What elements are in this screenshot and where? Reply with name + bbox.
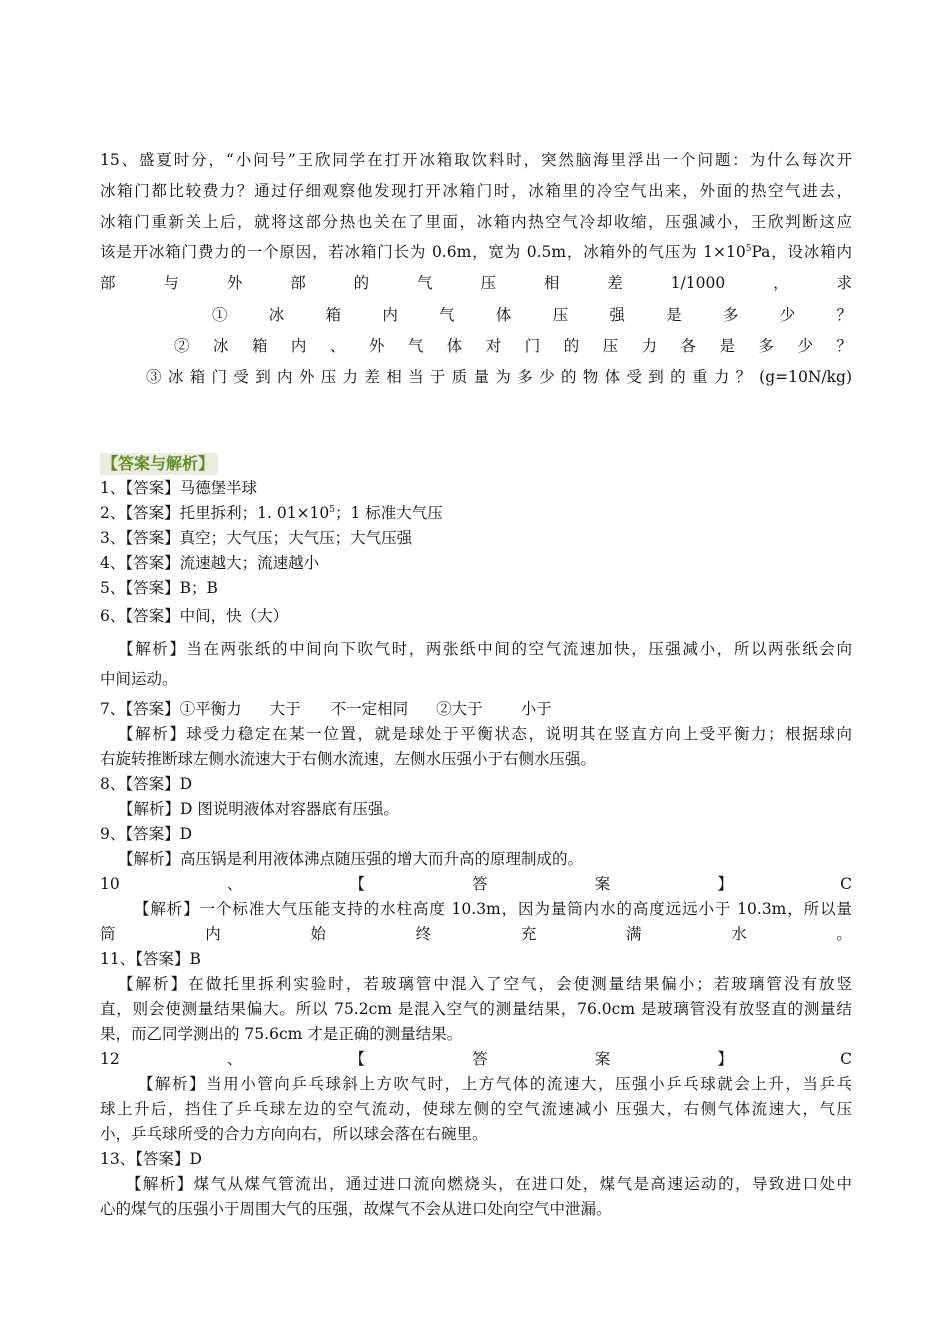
explanation-11-line-1: 【解析】在做托里拆利实验时，若玻璃管中混入了空气，会使测量结果偏小；若玻璃管没有放竖 [118,975,852,993]
answer-2 [100,503,852,523]
answer-7-part: 大于 [269,700,301,718]
answer-12 [100,1049,852,1069]
explanation-9: 【解析】高压锅是利用液体沸点随压强的增大而升高的原理制成的。 [118,850,584,868]
word: 案 [594,875,611,893]
word: 求 [836,274,852,292]
answer-11: 11、【答案】B [100,950,201,968]
explanation-10-line-1: 【解析】一个标准大气压能支持的水柱高度 10.3m，因为量筒内水的高度远远小于 10.3m，所以量 [134,900,852,918]
word: 差 [607,274,623,292]
word: 筒 [100,925,116,943]
word: C [840,875,852,893]
answer-7-part: 不一定相同 [330,700,409,718]
word: 压 [480,274,496,292]
word: 与 [163,274,179,292]
explanation-8: 【解析】D 图说明液体对容器底有压强。 [118,800,399,818]
word: 【 [349,1050,366,1068]
word: 满 [626,925,642,943]
answer-2-tail: ；1 标准大气压 [335,504,443,522]
answer-1: 1、【答案】马德堡半球 [100,479,258,497]
word: 】 [717,875,733,893]
explanation-12-line-2: 球上升后，挡住了乒乓球左边的空气流动，使球左侧的空气流速减小 压强大，右侧气体流速大，气压 [100,1100,852,1118]
word: 部 [100,274,116,292]
sub-question-1: ①冰箱内气体压强是多少？ [212,306,852,324]
word: 12 [100,1050,120,1068]
question-line-4 [100,242,852,262]
question-line-4-tail: Pa，设冰箱内 [751,243,852,261]
answer-5: 5、【答案】B；B [100,579,218,597]
word: 气 [417,274,433,292]
answer-7-part: ②大于 [436,700,483,718]
question-line-3: 冰箱门重新关上后，就将这部分热也关在了里面，冰箱内热空气冷却收缩，压强减小，王欣判断这应 [100,213,852,231]
answer-4: 4、【答案】流速越大；流速越小 [100,554,320,572]
word: 、 [226,1050,243,1068]
sub-question-3-text: ③冰箱门受到内外压力差相当于质量为多少的物体受到的重力？ [146,368,752,386]
word: 始 [310,925,326,943]
word: ， [773,274,789,292]
explanation-10-line-2 [100,924,852,944]
answer-6: 6、【答案】中间，快（大） [100,607,289,625]
explanation-11-line-3: 果，而乙同学测出的 75.6cm 才是正确的测量结果。 [100,1025,463,1043]
word: 终 [415,925,432,943]
word: C [840,1050,852,1068]
answer-3: 3、【答案】真空；大气压；大气压；大气压强 [100,529,413,547]
word: 1/1000 [670,274,726,292]
explanation-6-line-2: 中间运动。 [100,670,178,688]
superscript: 5 [745,244,752,254]
word: 、 [226,875,243,893]
word: 充 [520,925,537,943]
explanation-12-line-3: 小，乒乓球所受的合力方向向右，所以球会落在右碗里。 [100,1125,488,1143]
explanation-13-line-1: 【解析】煤气从煤气管流出，通过进口流向燃烧头，在进口处，煤气是高速运动的，导致进口处中 [126,1175,852,1193]
superscript: 5 [329,505,335,515]
question-line-1: 15、盛夏时分，“小问号”王欣同学在打开冰箱取饮料时，突然脑海里浮出一个问题：为什么每次开 [100,151,852,169]
word: 。 [836,925,852,943]
answer-8: 8、【答案】D [100,775,193,793]
question-line-5 [100,273,852,293]
sub-question-2: ②冰箱内、外气体对门的压力各是多少？ [174,337,852,355]
explanation-11-line-2: 直，则会使测量结果偏大。所以 75.2cm 是混入空气的测量结果，76.0cm 是玻璃管没有放竖直的测量结 [100,1000,852,1018]
word: 案 [594,1050,611,1068]
explanation-7-line-1: 【解析】球受力稳定在某一位置，就是球处于平衡状态，说明其在竖直方向上受平衡力；根据球向 [118,725,852,743]
word: 【 [349,875,366,893]
word: 答 [472,875,488,893]
sub-question-3-tail: (g=10N/kg) [759,368,852,386]
explanation-12-line-1: 【解析】当用小管向乒乓球斜上方吹气时，上方气体的流速大，压强小乒乓球就会上升，当乒乓 [138,1075,852,1093]
explanation-13-line-2: 心的煤气的压强小于周围大气的压强，故煤气不会从进口处向空气中泄漏。 [100,1200,612,1218]
answer-7-label: 7、【答案】 [100,700,180,718]
sub-question-3 [146,367,852,387]
word: 外 [226,274,243,292]
word: 水 [731,925,747,943]
word: 部 [290,274,306,292]
word: 内 [205,925,221,943]
answer-10 [100,874,852,894]
explanation-6-line-1: 【解析】当在两张纸的中间向下吹气时，两张纸中间的空气流速加快，压强减小，所以两张纸会向 [118,640,852,658]
word: 相 [543,274,560,292]
word: 】 [717,1050,733,1068]
answer-2-text: 2、【答案】托里拆利；1. 01×10 [100,504,330,522]
answer-13: 13、【答案】D [100,1150,202,1168]
question-line-4-text: 该是开冰箱门费力的一个原因，若冰箱门长为 0.6m，宽为 0.5m，冰箱外的气压为 1×10 [100,243,746,261]
answer-7-part: ①平衡力 [179,700,242,718]
answer-7 [100,699,852,719]
answer-9: 9、【答案】D [100,825,193,843]
question-line-2: 冰箱门都比较费力？通过仔细观察他发现打开冰箱门时，冰箱里的冷空气出来，外面的热空气进去， [100,182,852,200]
word: 答 [472,1050,488,1068]
answer-7-part: 小于 [520,700,552,718]
answer-heading: 【答案与解析】 [100,453,218,475]
explanation-7-line-2: 右旋转推断球左侧水流速大于右侧水流速，左侧水压强小于右侧水压强。 [100,750,597,768]
word: 10 [100,875,120,893]
word: 的 [353,274,370,292]
